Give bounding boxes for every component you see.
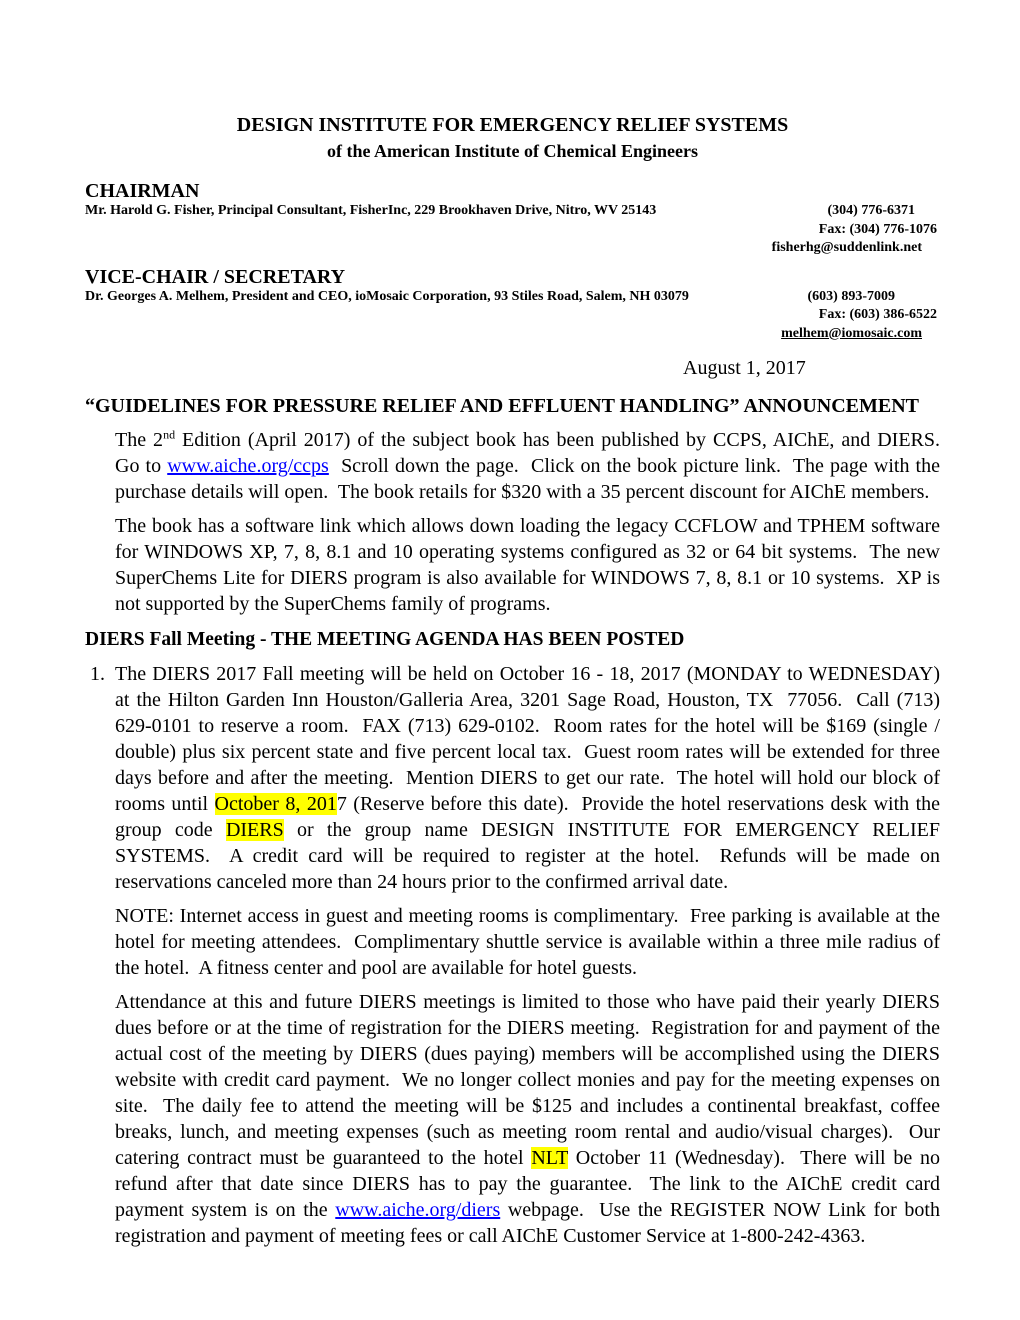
- paragraph-note: [115, 903, 945, 981]
- org-subtitle: of the American Institute of Chemical Engineers: [327, 141, 698, 161]
- body-text: webpage. Use the REGISTER NOW Link for both registration and payment of meeting fees or call AIChE Customer Service at 1-800-242-4363.: [115, 1199, 945, 1247]
- body-text: The 2: [115, 429, 164, 451]
- link-aiche-ccps[interactable]: www.aiche.org/ccps: [167, 455, 329, 477]
- body-text: Edition (April 2017) of the subject book has been published by CCPS, AIChE, and DIERS. Go to: [115, 429, 951, 477]
- body-text: The book has a software link which allows down loading the legacy CCFLOW and TPHEM software for WINDOWS XP, 7, 8, 8.1 and 10 operating systems configured as 32 or 64 bit systems. The new SuperChems Lite for DIERS program is also available for WINDOWS 7, 8, 8.1 or 10 systems. XP is not supported by the SuperChems family of programs.: [115, 515, 945, 615]
- list-item-1: [90, 661, 946, 895]
- chairman-info-row: [85, 202, 940, 221]
- vice-chair-heading: VICE-CHAIR / SECRETARY: [85, 265, 346, 288]
- body-text: Scroll down the page. Click on the book picture link. The page with the purchase details will open. The book retails for $320 with a 35 percent discount for AIChE members.: [115, 455, 945, 503]
- vice-chair-fax: Fax: (603) 386-6522: [818, 307, 937, 322]
- vice-chair-info: Dr. Georges A. Melhem, President and CEO, ioMosaic Corporation, 93 Stiles Road, Salem, NH 03079: [85, 288, 689, 304]
- chairman-fax: Fax: (304) 776-1076: [818, 221, 937, 237]
- chairman-email: fisherhg@suddenlink.net: [771, 240, 922, 255]
- body-text: or the group name DESIGN INSTITUTE FOR EMERGENCY RELIEF SYSTEMS. A credit card will be required to register at the hotel. Refunds will be made on reservations canceled more than 24 hours prior to the confirmed arrival date.: [115, 819, 945, 893]
- announcement-heading: “GUIDELINES FOR PRESSURE RELIEF AND EFFLUENT HANDLING” ANNOUNCEMENT: [85, 395, 920, 417]
- vice-chair-phone: (603) 893-7009: [807, 288, 895, 304]
- chairman-phone: (304) 776-6371: [827, 203, 915, 218]
- vice-chair-email-link[interactable]: melhem@iomosaic.com: [781, 325, 922, 341]
- body-text: NOTE: Internet access in guest and meeting rooms is complimentary. Free parking is available at the hotel for meeting attendees. Complimentary shuttle service is available within a three mile radius of the hotel. A fitness center and pool are available for hotel guests.: [115, 905, 945, 979]
- paragraph-meeting-details: [115, 661, 946, 895]
- org-title: DESIGN INSTITUTE FOR EMERGENCY RELIEF SYSTEMS: [236, 114, 789, 136]
- highlighted-text: NLT: [531, 1147, 569, 1169]
- body-text: October 11 (Wednesday). There will be no refund after that date since DIERS has to pay the guarantee. The link to the AIChE credit card payment system is on the: [115, 1147, 945, 1221]
- body-text: 7 (Reserve before this date). Provide the hotel reservations desk with the group code: [115, 793, 946, 841]
- paragraph-attendance: [115, 989, 945, 1249]
- vice-chair-info-row: [85, 288, 940, 307]
- highlighted-text: DIERS: [225, 819, 284, 841]
- meeting-agenda-heading: DIERS Fall Meeting - THE MEETING AGENDA HAS BEEN POSTED: [85, 629, 685, 650]
- paragraph-book-announcement: [115, 427, 951, 505]
- letter-date: August 1, 2017: [683, 357, 806, 379]
- list-item-number: 1.: [90, 663, 105, 685]
- chairman-info: Mr. Harold G. Fisher, Principal Consultant, FisherInc, 229 Brookhaven Drive, Nitro, WV 25143: [85, 203, 657, 218]
- body-text: Attendance at this and future DIERS meetings is limited to those who have paid their yearly DIERS dues before or at the time of registration for the DIERS meeting. Registration for and payment of the actual cost of the meeting by DIERS (dues paying) members will be accomplished using the DIERS website with credit card payment. We no longer collect monies and pay for the meeting expenses on site. The daily fee to attend the meeting will be $125 and includes a continental breakfast, coffee breaks, lunch, and meeting expenses (such as meeting room rental and audio/visual charges). Our catering contract must be guaranteed to the hotel: [115, 991, 945, 1169]
- paragraph-software: [115, 513, 945, 617]
- body-text: The DIERS 2017 Fall meeting will be held on October 16 - 18, 2017 (MONDAY to WEDNESDAY) at the Hilton Garden Inn Houston/Galleria Area, 3201 Sage Road, Houston, TX 77056. Call (713) 629-0101 to reserve a room. FAX (713) 629-0102. Room rates for the hotel will be $169 (single / double) plus six percent state and five percent local tax. Guest room rates will be extended for three days before and after the meeting. Mention DIERS to get our rate. The hotel will hold our block of rooms until: [115, 663, 945, 815]
- link-aiche-diers[interactable]: www.aiche.org/diers: [335, 1199, 501, 1221]
- chairman-heading: CHAIRMAN: [85, 180, 200, 202]
- superscript-text: nd: [163, 427, 176, 442]
- highlighted-text: October 8, 201: [214, 793, 337, 815]
